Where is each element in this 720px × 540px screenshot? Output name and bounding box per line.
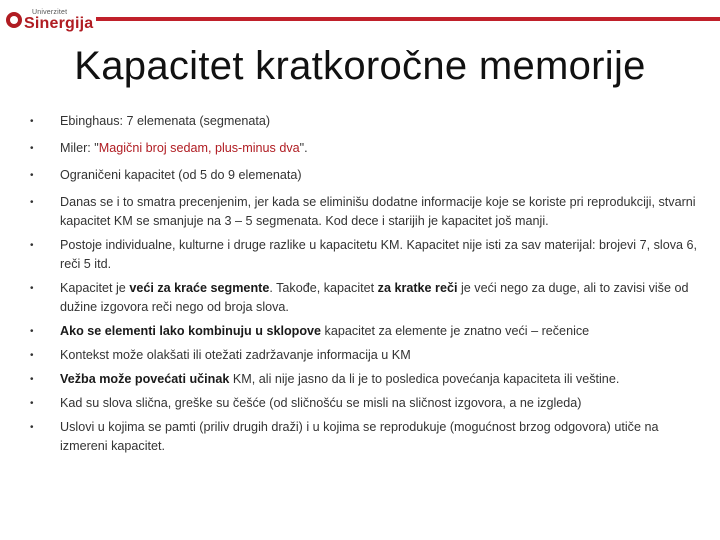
slide-title: Kapacitet kratkoročne memorije bbox=[74, 44, 646, 88]
bullet-icon: • bbox=[30, 240, 34, 251]
list-item bbox=[30, 346, 700, 365]
item-bold: Vežba može povećati učinak bbox=[60, 372, 230, 386]
bullet-icon: • bbox=[30, 283, 34, 294]
item-text: kapacitet za elemente je znatno veći – rečenice bbox=[321, 324, 590, 338]
bullet-icon: • bbox=[30, 350, 34, 361]
item-bold: za kratke reči bbox=[377, 281, 458, 295]
item-text: Kontekst može olakšati ili otežati zadržavanje informacija u KM bbox=[60, 348, 411, 362]
item-text: Postoje individualne, kulturne i druge razlike u kapacitetu KM. Kapacitet nije isti za sav materijal: brojevi 7, slova 6, reči 5 itd. bbox=[60, 238, 698, 271]
list-item bbox=[30, 236, 700, 274]
item-highlight: Magični broj sedam, plus-minus dva bbox=[98, 141, 300, 155]
bullet-icon: • bbox=[30, 398, 34, 409]
item-text: Ebinghaus: 7 elemenata (segmenata) bbox=[60, 114, 271, 128]
bullet-icon: • bbox=[30, 197, 34, 208]
bullet-icon: • bbox=[30, 422, 34, 433]
university-logo bbox=[6, 6, 92, 34]
item-text: Ograničeni kapacitet (od 5 do 9 elemenata) bbox=[60, 168, 302, 182]
list-item bbox=[30, 418, 700, 456]
list-item bbox=[30, 370, 700, 389]
bullet-icon: • bbox=[30, 374, 34, 385]
item-text: Kad su slova slična, greške su češće (od sličnošću se misli na sličnost izgovora, a ne izgleda) bbox=[60, 396, 582, 410]
logo-mark-icon bbox=[6, 12, 22, 28]
logo-big-text: Sinergija bbox=[24, 15, 94, 32]
item-text: je veći nego za duge, ali to zavisi više od dužine izgovora reči nego od broja slova. bbox=[60, 281, 689, 314]
bullet-icon: • bbox=[30, 170, 34, 181]
list-item bbox=[30, 193, 700, 231]
item-text: ". bbox=[299, 141, 308, 155]
item-bold: veći za kraće segmente bbox=[129, 281, 270, 295]
list-item bbox=[30, 166, 700, 185]
list-item bbox=[30, 394, 700, 413]
bullet-list bbox=[30, 112, 700, 456]
item-bold: Ako se elementi lako kombinuju u sklopove bbox=[60, 324, 322, 338]
header-divider bbox=[96, 17, 720, 21]
item-text: Kapacitet je bbox=[60, 281, 130, 295]
list-item bbox=[30, 279, 700, 317]
list-item bbox=[30, 322, 700, 341]
logo-small-text: Univerzitet bbox=[32, 9, 68, 16]
item-text: Danas se i to smatra precenjenim, jer kada se eliminišu dodatne informacije koje se koriste pri reprodukciji, stvarni kapacitet KM se smanjuje na 3 – 5 segmenata. Kod dece i starijih je kapacitet još manji. bbox=[60, 195, 696, 228]
bullet-icon: • bbox=[30, 143, 34, 154]
item-text: . Takođe, kapacitet bbox=[269, 281, 378, 295]
header-bar bbox=[0, 0, 720, 40]
list-item bbox=[30, 139, 700, 158]
item-text: Miler: " bbox=[60, 141, 99, 155]
item-text: KM, ali nije jasno da li je to posledica povećanja kapaciteta ili veštine. bbox=[229, 372, 620, 386]
bullet-icon: • bbox=[30, 326, 34, 337]
bullet-icon: • bbox=[30, 116, 34, 127]
item-text: Uslovi u kojima se pamti (priliv drugih draži) i u kojima se reprodukuje (mogućnost brzog odgovora) utiče na izmereni kapacitet. bbox=[60, 420, 659, 453]
list-item bbox=[30, 112, 700, 131]
